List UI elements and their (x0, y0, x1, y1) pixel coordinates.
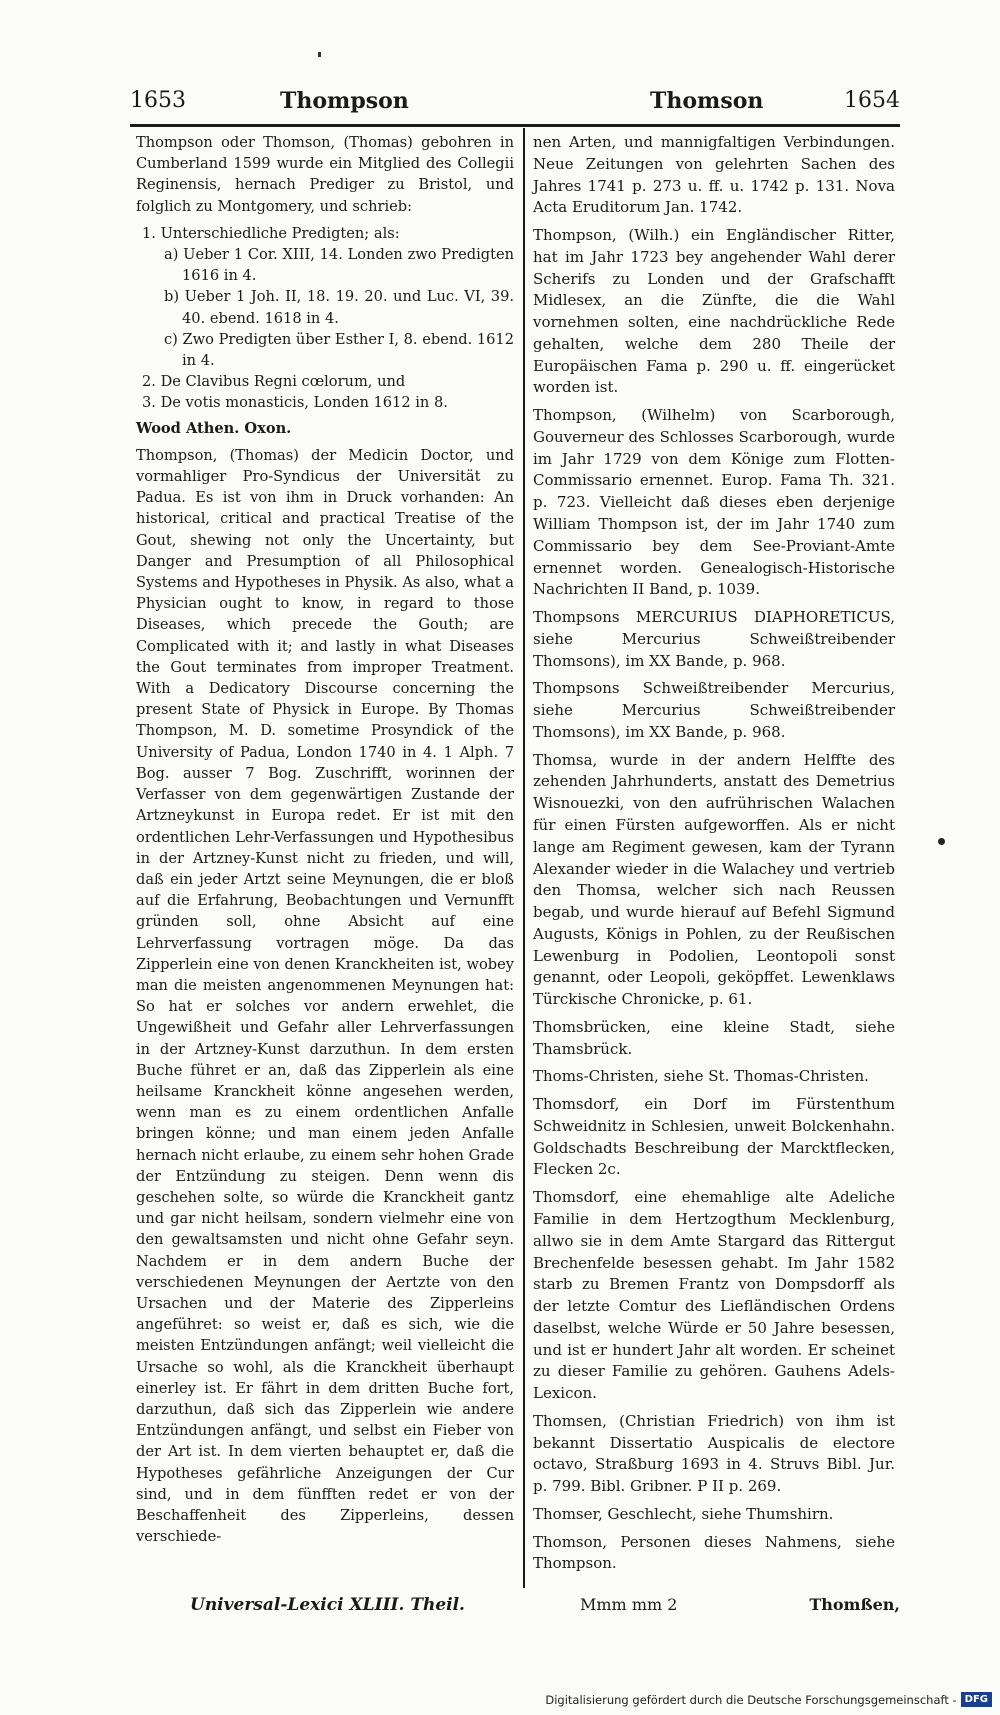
entry-thompson-wilhelm: Thompson, (Wilhelm) von Scarborough, Gouverneur des Schlosses Scarborough, wurde im Jahr 1729 von dem Könige zum Flotten-Commissario ernennet. Europ. Fama Th. 321. p. 723. Vielleicht daß dieses eben derjenige William Thompson ist, der im Jahr 1740 zum Commissario bey dem See-Proviant-Amte ernennet worden. Genealogisch-Historische Nachrichten II Band, p. 1039. (533, 406, 895, 599)
right-column (533, 132, 895, 1581)
works-list (136, 223, 514, 414)
entry-thomsdorf-village: Thomsdorf, ein Dorf im Fürstenthum Schweidnitz in Schlesien, unweit Bolckenhahn. Goldschadts Beschreibung der Marcktflecken, Flecken 2c. (533, 1095, 895, 1179)
entry-thomsbruecken: Thomsbrücken, eine kleine Stadt, siehe Thamsbrück. (533, 1017, 895, 1058)
left-page-number: 1653 (130, 88, 186, 113)
entry-thomson: Thomson, Personen dieses Nahmens, siehe Thompson. (533, 1532, 895, 1573)
entry-thompson-wilh: Thompson, (Wilh.) ein Engländischer Ritter, hat im Jahr 1723 bey angehender Wahl derer Scherifs zu Londen und der Grafschafft Midlesex, an die Zünfte, die die Wahl vornehmen solten, eine nachdrückliche Rede gehalten, welche dem 280 Theile der Europäischen Fama p. 290 u. ff. eingerücket worden ist. (533, 226, 895, 397)
signature-mark: Mmm mm 2 (580, 1595, 678, 1614)
left-column (136, 132, 514, 1553)
entry-thomsdorf-family: Thomsdorf, eine ehemahlige alte Adeliche Familie in dem Hertzogthum Mecklenburg, allwo sie in dem Amte Stargard das Rittergut Brechenfelde besessen gehabt. Im Jahr 1582 starb zu Bremen Frantz von Dompsdorff als der letzte Comtur des Liefländischen Ordens daselbst, welche Würde er 50 Jahre besessen, und ist er hundert Jahr alt worden. Er scheinet zu dieser Familie zu gehören. Gauhens Adels-Lexicon. (533, 1188, 895, 1403)
entry-thompson-thomas-preacher: Thompson oder Thomson, (Thomas) gebohren in Cumberland 1599 wurde ein Mitglied des Collegii Reginensis, hernach Prediger zu Bristol, und folglich zu Montgomery, und schrieb: (136, 134, 514, 215)
page-header (130, 88, 900, 124)
entry-thomser: Thomser, Geschlecht, siehe Thumshirn. (533, 1504, 834, 1523)
entry-continuation: nen Arten, und mannigfaltigen Verbindungen. Neue Zeitungen von gelehrten Sachen des Jahres 1741 p. 273 u. ff. u. 1742 p. 131. Nova Acta Eruditorum Jan. 1742. (533, 133, 895, 217)
entry-thompsons-schweisstreibender: Thompsons Schweißtreibender Mercurius, siehe Mercurius Schweißtreibender Thomsons), im XX Bande, p. 968. (533, 679, 895, 741)
entry-thomsen: Thomsen, (Christian Friedrich) von ihm ist bekannt Dissertatio Auspicalis de electore octavo, Straßburg 1693 in 4. Struvs Bibl. Jur. p. 799. Bibl. Gribner. P II p. 269. (533, 1411, 895, 1496)
credit-text: Digitalisierung gefördert durch die Deutsche Forschungsgemeinschaft - (545, 1692, 957, 1707)
ink-dot (938, 838, 945, 845)
entry-thoms-christen: Thoms-Christen, siehe St. Thomas-Christen. (533, 1067, 869, 1086)
list-item: 1. Unterschiedliche Predigten; als: (142, 224, 400, 242)
right-page-number: 1654 (844, 88, 900, 113)
list-item: a) Ueber 1 Cor. XIII, 14. Londen zwo Predigten 1616 in 4. (164, 246, 514, 285)
list-item: 3. De votis monasticis, Londen 1612 in 8. (142, 394, 448, 412)
volume-title: Universal-Lexici XLIII. Theil. (190, 1595, 465, 1615)
list-item: c) Zwo Predigten über Esther I, 8. ebend. 1612 in 4. (164, 330, 514, 370)
left-running-head: Thompson (280, 88, 409, 114)
right-running-head: Thomson (650, 88, 764, 114)
dfg-logo: DFG (961, 1692, 992, 1707)
source-citation: Wood Athen. Oxon. (136, 419, 292, 437)
list-item: b) Ueber 1 Joh. II, 18. 19. 20. und Luc. VI, 39. 40. ebend. 1618 in 4. (164, 288, 514, 327)
scan-mark (318, 52, 321, 57)
column-divider (523, 128, 525, 1588)
entry-thompson-thomas-doctor: Thompson, (Thomas) der Medicin Doctor, und vormahliger Pro-Syndicus der Universität zu Padua. Es ist von ihm in Druck vorhanden: An historical, critical and practical Treatise of the Gout, shewing not only the Uncertainty, but Danger and Presumption of all Philosophical Systems and Hypotheses in Physik. As also, what a Physician ought to know, in regard to those Diseases, which precede the Gouth; are Complicated with it; and lastly in what Diseases the Gout terminates from improper Treatment. With a Dedicatory Discourse concerning the present State of Physick in Europe. By Thomas Thompson, M. D. sometime Prosyndick of the University of Padua, London 1740 in 4. 1 Alph. 7 Bog. ausser 7 Bog. Zuschrifft, worinnen der Verfasser von dem gegenwärtigen Zustande der Artzneykunst in Europa redet. Er ist mit den ordentlichen Lehr-Verfassungen und Hypothesibus in der Artzney-Kunst nicht zu frieden, und will, daß ein jeder Artzt seine Meynungen, die er bloß auf die Erfahrung, Beobachtungen und Vernunfft gründen soll, ohne Absicht auf eine Lehrverfassung vortragen möge. Da das Zipperlein eine von denen Kranckheiten ist, wobey man die meisten angenommenen Meynungen hat: So hat er solches vor andern erwehlet, die Ungewißheit und Gefahr aller Lehrverfassungen in der Artzney-Kunst darzuthun. In dem ersten Buche führet er an, daß das Zipperlein als eine heilsame Kranckheit könne angesehen werden, wenn man es zu einem ordentlichen Anfalle bringen könne; und man einem jeden Anfalle hernach nicht erlaube, zu einem sehr hohen Grade der Entzündung zu steigen. Denn wenn dis geschehen solte, so würde die Kranckheit gantz und gar nicht heilsam, sondern vielmehr eine von den gewaltsamsten und nicht ohne Gefahr seyn. Nachdem er in dem andern Buche der verschiedenen Meynungen der Aertzte von den Ursachen und der Materie des Zipperleins angeführet: so weist er, daß es sich, wie die meisten Entzündungen anfängt; weil vielleicht die Ursache so wohl, als die Kranckheit überhaupt einerley ist. Er fährt in dem dritten Buche fort, darzuthun, daß sich das Zipperlein wie andere Entzündungen anfängt, und selbst ein Fieber von der Art ist. In dem vierten behauptet er, daß die Hypotheses gefährliche Anzeigungen der Cur sind, und in dem fünfften redet er von der Beschaffenheit des Zipperleins, dessen verschiede- (136, 446, 514, 1546)
entry-thompsons-mercurius: Thompsons MERCURIUS DIAPHORETICUS, siehe Mercurius Schweißtreibender Thomsons), im XX Bande, p. 968. (533, 608, 895, 670)
entry-thomsa: Thomsa, wurde in der andern Helffte des zehenden Jahrhunderts, anstatt des Demetrius Wisnouezki, von den aufrührischen Walachen für einen Fürsten aufgeworffen. Als er nicht lange am Regiment gewesen, kam der Tyrann Alexander wieder in die Walachey und vertrieb den Thomsa, welcher sich nach Reussen begab, und wurde hierauf auf Befehl Sigmund Augusts, Königs in Pohlen, zu der Reußischen Lewenburg in Podolien, Leontopoli sonst genannt, oder Leopoli, geköpffet. Lewenklaws Türckische Chronicke, p. 61. (533, 750, 895, 1009)
catchword: Thomßen, (809, 1595, 900, 1614)
header-rule (130, 124, 900, 127)
list-item: 2. De Clavibus Regni cœlorum, und (142, 373, 406, 391)
digitization-credit (545, 1692, 992, 1707)
